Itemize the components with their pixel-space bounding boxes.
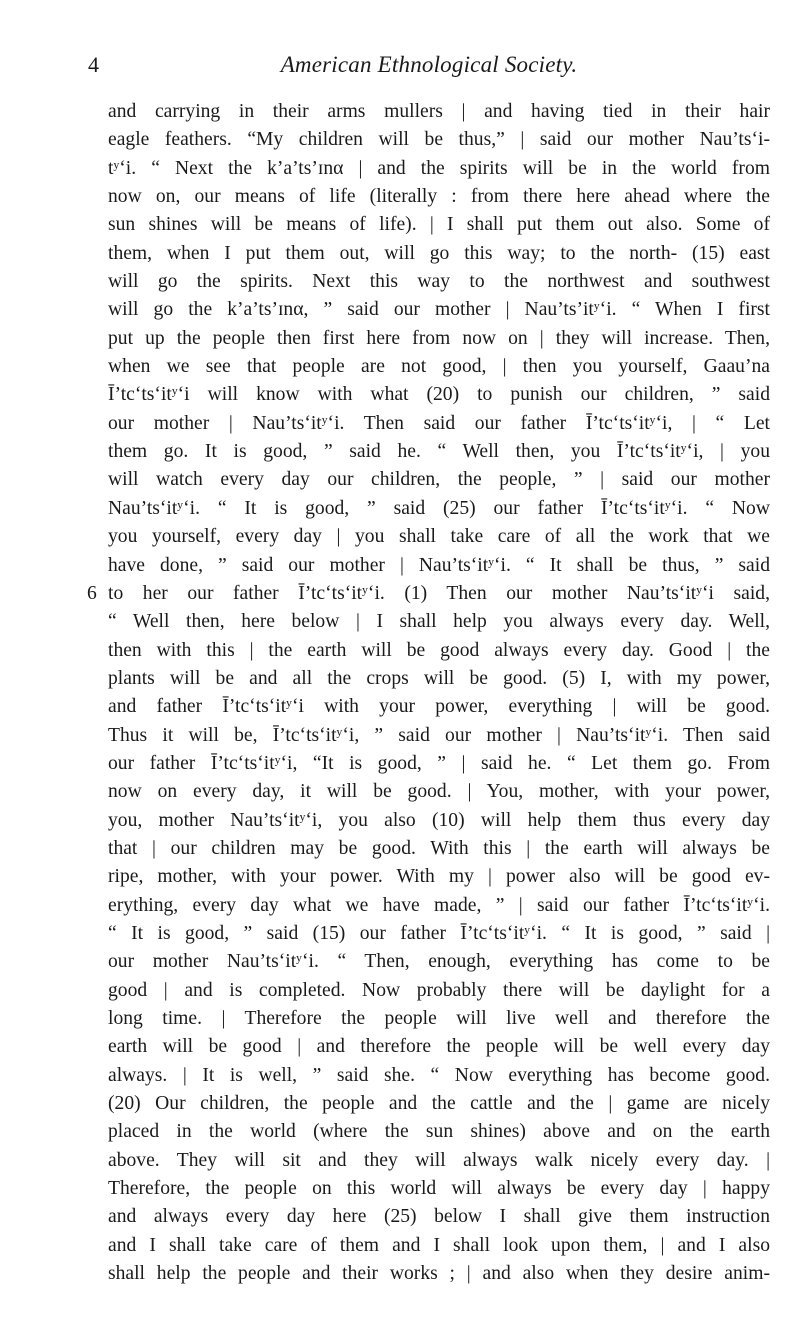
- text-line: sun shines will be means of life). | I shall put them out also. Some of: [108, 214, 770, 236]
- text-line: above. They will sit and they will always walk nicely every day. |: [108, 1149, 770, 1171]
- text-line: and always every day here (25) below I shall give them instruction: [108, 1206, 770, 1228]
- text-line: shall help the people and their works ; | and also when they desire anim-: [108, 1263, 770, 1285]
- text-line: when we see that people are not good, | then you yourself, Gaau’na: [108, 356, 770, 378]
- text-line-content: to her our father Ī’tc‘ts‘itʸ‘i. (1) Then our mother Nau’ts‘itʸ‘i said,: [108, 582, 770, 604]
- text-line: long time. | Therefore the people will live well and therefore the: [108, 1008, 770, 1029]
- text-line: ripe, mother, with your power. With my | power also will be good ev-: [108, 866, 770, 888]
- text-line: now on, our means of life (literally : from there here ahead where the: [108, 186, 770, 208]
- text-line: always. | It is well, ” said she. “ Now everything has become good.: [108, 1064, 770, 1086]
- margin-line-number: 6: [87, 582, 97, 604]
- page-header: [88, 52, 770, 82]
- text-line: them, when I put them out, will go this way; to the north- (15) east: [108, 242, 770, 264]
- page-number: 4: [88, 52, 99, 77]
- text-line: then with this | the earth will be good always every day. Good | the: [108, 639, 770, 661]
- text-line: and carrying in their arms mullers | and having tied in their hair: [108, 101, 770, 122]
- text-line: will watch every day our children, the people, ” | said our mother: [108, 469, 770, 491]
- text-line: placed in the world (where the sun shines) above and on the earth: [108, 1121, 770, 1143]
- text-line: you yourself, every day | you shall take care of all the work that we: [108, 526, 770, 548]
- text-line: Therefore, the people on this world will always be every day | happy: [108, 1178, 770, 1200]
- text-line: “ It is good, ” said (15) our father Ī’tc‘ts‘itʸ‘i. “ It is good, ” said |: [108, 922, 770, 944]
- text-line: will go the k’a’ts’ɪnα, ” said our mother | Nau’ts’itʸ‘i. “ When I first: [108, 299, 770, 321]
- text-line: erything, every day what we have made, ” | said our father Ī’tc‘ts‘itʸ‘i.: [108, 894, 770, 916]
- text-line: our father Ī’tc‘ts‘itʸ‘i, “It is good, ” | said he. “ Let them go. From: [108, 752, 770, 774]
- text-line: Ī’tc‘ts‘itʸ‘i will know with what (20) to punish our children, ” said: [108, 384, 770, 406]
- text-line: them go. It is good, ” said he. “ Well then, you Ī’tc‘ts‘itʸ‘i, | you: [108, 441, 770, 463]
- text-line: eagle feathers. “My children will be thus,” | said our mother Nau’ts‘i-: [108, 129, 770, 151]
- text-line: earth will be good | and therefore the people will be well every day: [108, 1036, 770, 1058]
- text-line: [108, 1288, 770, 1316]
- text-line: Nau’ts‘itʸ‘i. “ It is good, ” said (25) our father Ī’tc‘ts‘itʸ‘i. “ Now: [108, 497, 770, 519]
- text-line: plants will be and all the crops will be good. (5) I, with my power,: [108, 667, 770, 689]
- text-line: and father Ī’tc‘ts‘itʸ‘i with your power, everything | will be good.: [108, 696, 770, 718]
- text-line: Thus it will be, Ī’tc‘ts‘itʸ‘i, ” said our mother | Nau’ts‘itʸ‘i. Then said: [108, 724, 770, 746]
- text-line: “ Well then, here below | I shall help you always every day. Well,: [108, 611, 770, 633]
- text-line: our mother Nau’ts‘itʸ‘i. “ Then, enough, everything has come to be: [108, 951, 770, 973]
- text-line: you, mother Nau’ts‘itʸ‘i, you also (10) will help them thus every day: [108, 809, 770, 831]
- text-line: put up the people then first here from now on | they will increase. Then,: [108, 327, 770, 349]
- text-line: (20) Our children, the people and the cattle and the | game are nicely: [108, 1093, 770, 1115]
- text-line-numbered: [87, 580, 770, 608]
- body-text: [87, 98, 770, 1317]
- text-line: tʸ‘i. “ Next the k’a’ts’ɪnα | and the spirits will be in the world from: [108, 157, 770, 179]
- text-line: will go the spirits. Next this way to the northwest and southwest: [108, 271, 770, 293]
- text-line: have done, ” said our mother | Nau’ts‘itʸ‘i. “ It shall be thus, ” said: [108, 554, 770, 576]
- text-line: good | and is completed. Now probably there will be daylight for a: [108, 979, 770, 1001]
- running-title: American Ethnological Society.: [280, 52, 578, 77]
- text-line: now on every day, it will be good. | You, mother, with your power,: [108, 781, 770, 803]
- text-line: that | our children may be good. With this | the earth will always be: [108, 837, 770, 859]
- text-line: our mother | Nau’ts‘itʸ‘i. Then said our father Ī’tc‘ts‘itʸ‘i, | “ Let: [108, 412, 770, 434]
- text-line: and I shall take care of them and I shall look upon them, | and I also: [108, 1234, 770, 1256]
